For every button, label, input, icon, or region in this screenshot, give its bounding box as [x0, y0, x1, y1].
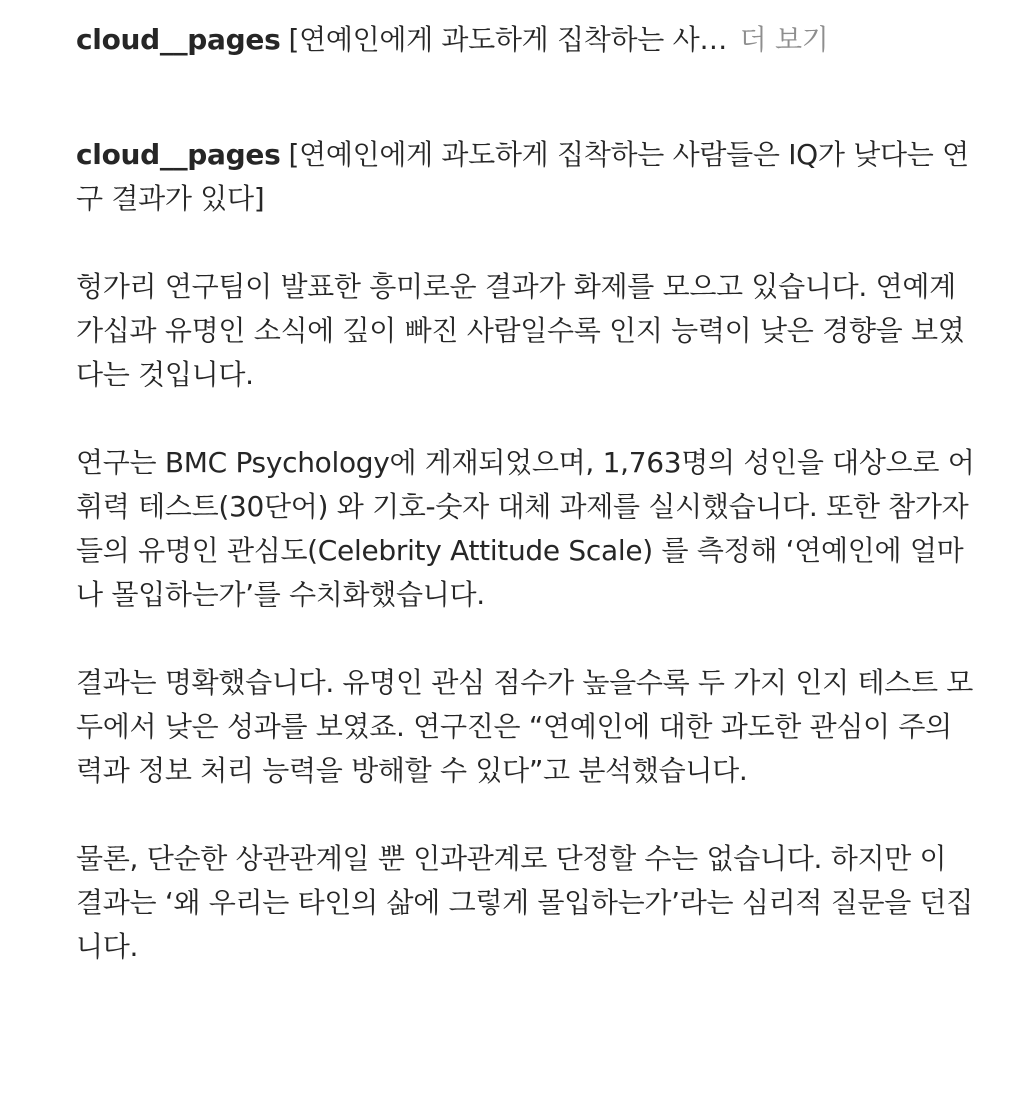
caption-paragraph-4: 물론, 단순한 상관관계일 뿐 인과관계로 단정할 수는 없습니다. 하지만 이 결과는 ‘왜 우리는 타인의 삶에 그렇게 몰입하는가’라는 심리적 질문을 던집니다.	[76, 842, 974, 963]
caption-full	[76, 133, 976, 969]
username-link[interactable]: cloud__pages	[76, 138, 281, 171]
caption-headline	[76, 133, 976, 221]
more-button[interactable]: 더 보기	[739, 23, 829, 56]
caption-paragraph-2: 연구는 BMC Psychology에 게재되었으며, 1,763명의 성인을 대상으로 어휘력 테스트(30단어) 와 기호-숫자 대체 과제를 실시했습니다. 또한 참가자들의 유명인 관심도(Celebrity Attitude Scale) 를 측정해 ‘연예인에 얼마나 몰입하는가’를 수치화했습니다.	[76, 446, 975, 611]
caption-preview	[76, 18, 996, 62]
caption-snippet: [연예인에게 과도하게 집착하는 사…	[288, 23, 728, 56]
username-link[interactable]: cloud__pages	[76, 23, 281, 56]
caption-paragraph-1: 헝가리 연구팀이 발표한 흥미로운 결과가 화제를 모으고 있습니다. 연예계 가십과 유명인 소식에 깊이 빠진 사람일수록 인지 능력이 낮은 경향을 보였다는 것입니다.	[76, 270, 965, 391]
caption-paragraph-3: 결과는 명확했습니다. 유명인 관심 점수가 높을수록 두 가지 인지 테스트 모두에서 낮은 성과를 보였죠. 연구진은 “연예인에 대한 과도한 관심이 주의력과 정보 처리 능력을 방해할 수 있다”고 분석했습니다.	[76, 666, 974, 787]
caption-title: [연예인에게 과도하게 집착하는 사람들은 IQ가 낮다는 연구 결과가 있다]	[76, 138, 969, 215]
